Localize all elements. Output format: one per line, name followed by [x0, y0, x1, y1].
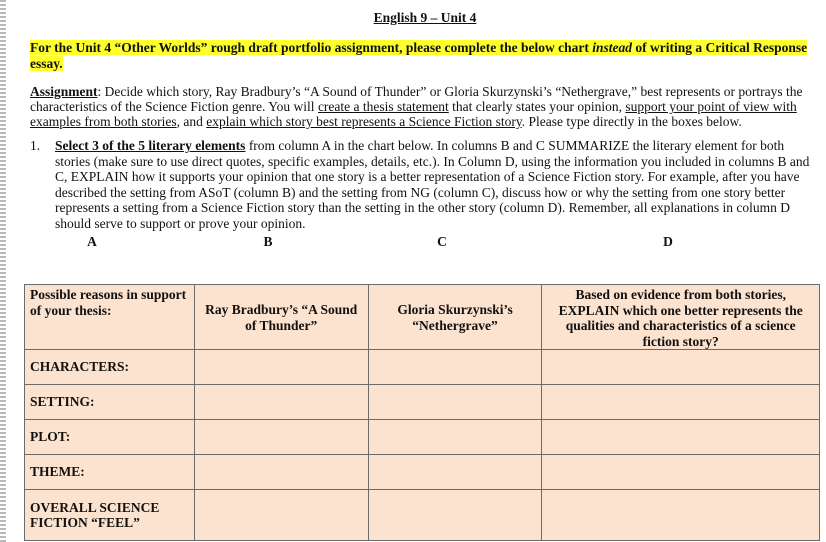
cell-characters-c[interactable]	[368, 350, 542, 385]
table-row	[25, 350, 820, 385]
assignment-text-2: that clearly states your opinion,	[448, 99, 626, 114]
cell-feel-c[interactable]	[368, 490, 542, 541]
cell-plot-b[interactable]	[194, 420, 368, 455]
highlight-italic: instead	[592, 40, 632, 55]
cell-theme-b[interactable]	[194, 455, 368, 490]
cell-setting-b[interactable]	[194, 385, 368, 420]
item-number: 1.	[30, 138, 41, 153]
scan-edge	[0, 0, 6, 542]
item-text	[55, 138, 820, 231]
page-title: English 9 – Unit 4	[373, 10, 477, 25]
table-row	[25, 455, 820, 490]
assignment-paragraph	[30, 84, 820, 129]
row-label-overall-feel: OVERALL SCIENCE FICTION “FEEL”	[25, 490, 195, 541]
cell-plot-d[interactable]	[542, 420, 820, 455]
column-letter-d: D	[663, 234, 673, 249]
header-sound-of-thunder: Ray Bradbury’s “A Sound of Thunder”	[194, 285, 368, 350]
row-label-characters: CHARACTERS:	[25, 350, 195, 385]
cell-characters-d[interactable]	[542, 350, 820, 385]
table-row	[25, 490, 820, 541]
assignment-text-1: : Decide which story, Ray Bradbury’s “A Sound of Thunder” or Gloria Skurzynski’s “Nethergrave,” best represents or portrays the characteristics of the Science Fiction genre. You will	[30, 84, 803, 114]
assignment-underline-3: explain which story best represents a Science Fiction story	[206, 114, 522, 129]
highlight-post: of writing a Critical Response essay.	[30, 40, 808, 71]
highlighted-instructions	[30, 40, 820, 72]
item-body: from column A in the chart below. In columns B and C SUMMARIZE the literary element for both stories (make sure to use direct quotes, specific examples, details, etc.). In Column D, using the information you included in columns B and C, EXPLAIN how it supports your opinion that one story is a better representation of a Science Fiction story. For example, after you have described the setting from ASoT (column B) and the setting from NG (column C), discuss how or why the setting from one story better represents a setting from a Science Fiction story than the setting in the other story (column D). Remember, all explanations in column D should serve to support or prove your opinion.	[55, 138, 810, 231]
highlight-pre: For the Unit 4 “Other Worlds” rough draft portfolio assignment, please complete the below chart	[30, 40, 593, 55]
assignment-label: Assignment	[30, 84, 98, 99]
assignment-underline-2: support your point of view with examples from both stories	[30, 99, 797, 129]
column-letter-a: A	[87, 234, 97, 249]
column-letters	[30, 234, 820, 250]
header-explain: Based on evidence from both stories, EXPLAIN which one better represents the qualities and characteristics of a science fiction story?	[542, 285, 820, 350]
row-label-plot: PLOT:	[25, 420, 195, 455]
assignment-underline-1: create a thesis statement	[317, 99, 449, 114]
cell-setting-c[interactable]	[368, 385, 542, 420]
cell-theme-d[interactable]	[542, 455, 820, 490]
evidence-chart	[24, 284, 820, 541]
column-letter-b: B	[263, 234, 273, 249]
table-row	[25, 420, 820, 455]
row-label-setting: SETTING:	[25, 385, 195, 420]
cell-characters-b[interactable]	[194, 350, 368, 385]
instruction-item-1	[30, 138, 820, 231]
column-letter-c: C	[437, 234, 447, 249]
cell-plot-c[interactable]	[368, 420, 542, 455]
table-row	[25, 385, 820, 420]
cell-setting-d[interactable]	[542, 385, 820, 420]
item-bold-underline: Select 3 of the 5 literary elements	[55, 138, 246, 153]
header-reasons: Possible reasons in support of your thesis:	[25, 285, 195, 350]
document-page	[30, 0, 820, 250]
cell-feel-b[interactable]	[194, 490, 368, 541]
table-header-row	[25, 285, 820, 350]
assignment-text-4: . Please type directly in the boxes below.	[521, 114, 742, 129]
cell-theme-c[interactable]	[368, 455, 542, 490]
row-label-theme: THEME:	[25, 455, 195, 490]
header-nethergrave: Gloria Skurzynski’s “Nethergrave”	[368, 285, 542, 350]
cell-feel-d[interactable]	[542, 490, 820, 541]
assignment-text-3: , and	[176, 114, 207, 129]
